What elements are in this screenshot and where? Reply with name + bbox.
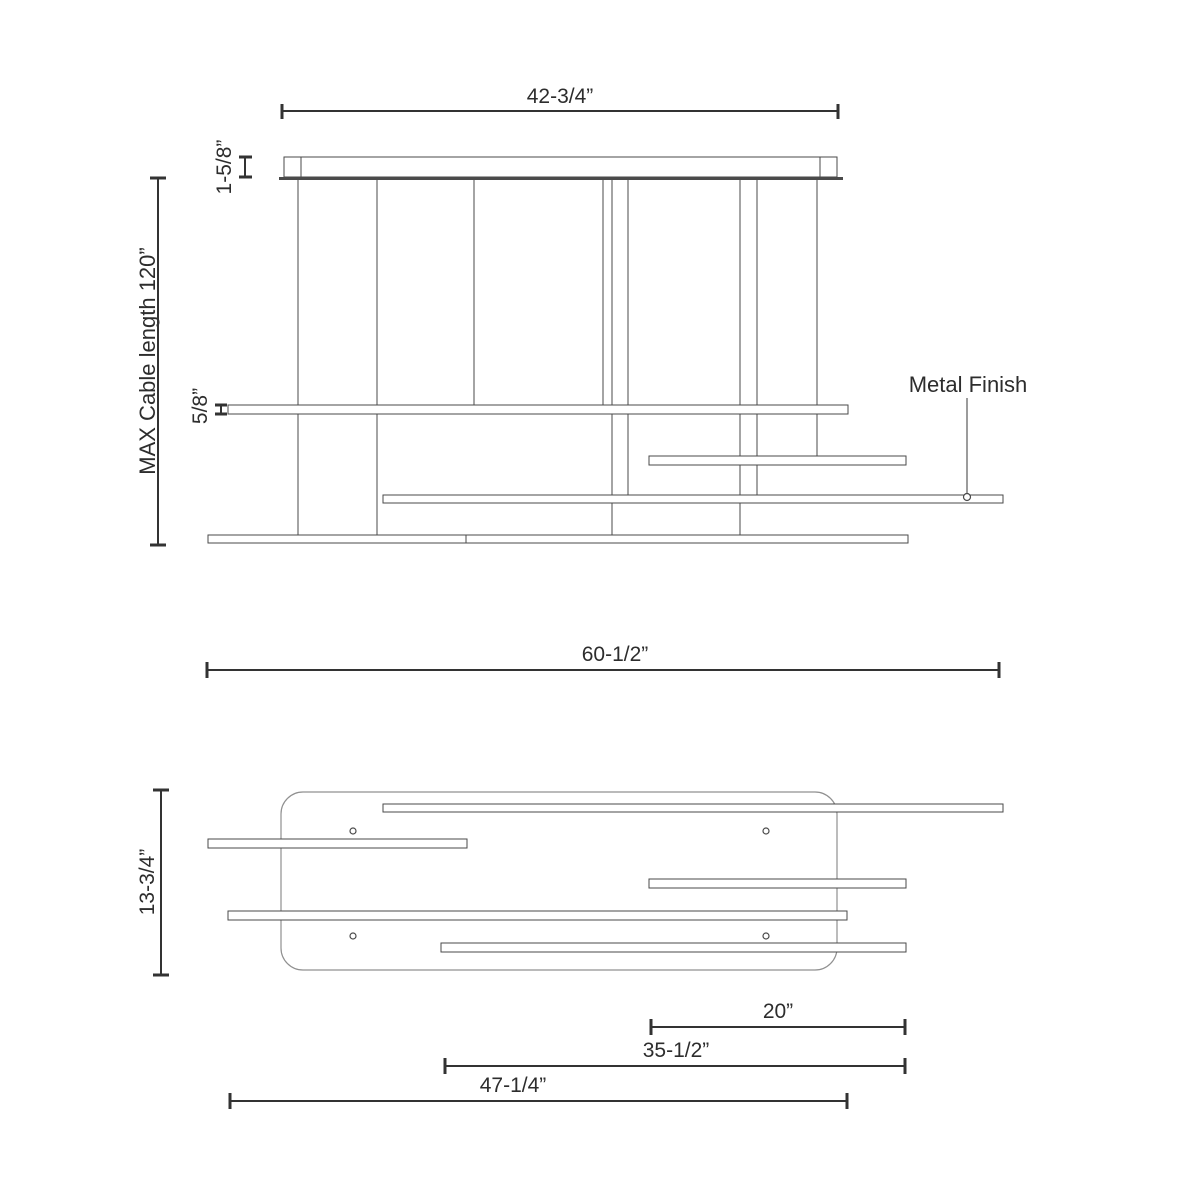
light-bar: [383, 495, 1003, 503]
light-bars-plan: [208, 804, 1003, 952]
canopy-baseplate: [279, 177, 843, 180]
metal-finish-label: Metal Finish: [908, 372, 1028, 397]
light-bar: [228, 405, 848, 414]
dim-canopy-thickness: [213, 140, 252, 195]
metal-finish-callout: [909, 372, 1028, 501]
dim-bar-thickness: [189, 388, 227, 424]
light-bars-elevation: [208, 405, 1003, 543]
dim-max-cable-length: [135, 178, 166, 545]
dim-bar-20: [651, 1000, 905, 1035]
light-bar: [649, 879, 906, 888]
dim-overall-length-label: 60-1/2”: [581, 643, 649, 666]
dim-overall-length: [207, 643, 999, 678]
elevation-view: [135, 85, 1027, 678]
dim-overall-depth-label: 13-3/4”: [136, 848, 159, 916]
dim-bar-47-label: 47-1/4”: [479, 1074, 547, 1097]
light-bar: [649, 456, 906, 465]
light-bar: [208, 839, 467, 848]
dim-canopy-width-label: 42-3/4”: [526, 85, 594, 108]
dim-canopy-width: [282, 85, 838, 119]
leader-target-dot: [964, 494, 971, 501]
suspension-cables: [298, 180, 817, 535]
dim-canopy-thickness-label: 1-5/8”: [213, 139, 236, 195]
light-bar: [228, 911, 847, 920]
light-bar: [441, 943, 906, 952]
dim-bar-35-label: 35-1/2”: [642, 1039, 710, 1062]
dim-bar-35: [445, 1039, 905, 1074]
light-bar: [208, 535, 908, 543]
dim-bar-47: [230, 1074, 847, 1109]
dim-max-cable-length-label: MAX Cable length 120”: [135, 247, 160, 475]
dim-bar-20-label: 20”: [762, 1000, 794, 1023]
ceiling-canopy: [279, 157, 843, 180]
dim-overall-depth: [136, 790, 169, 975]
light-bar: [383, 804, 1003, 812]
dim-bar-thickness-label: 5/8”: [189, 387, 212, 425]
plan-view: [136, 790, 1003, 1109]
